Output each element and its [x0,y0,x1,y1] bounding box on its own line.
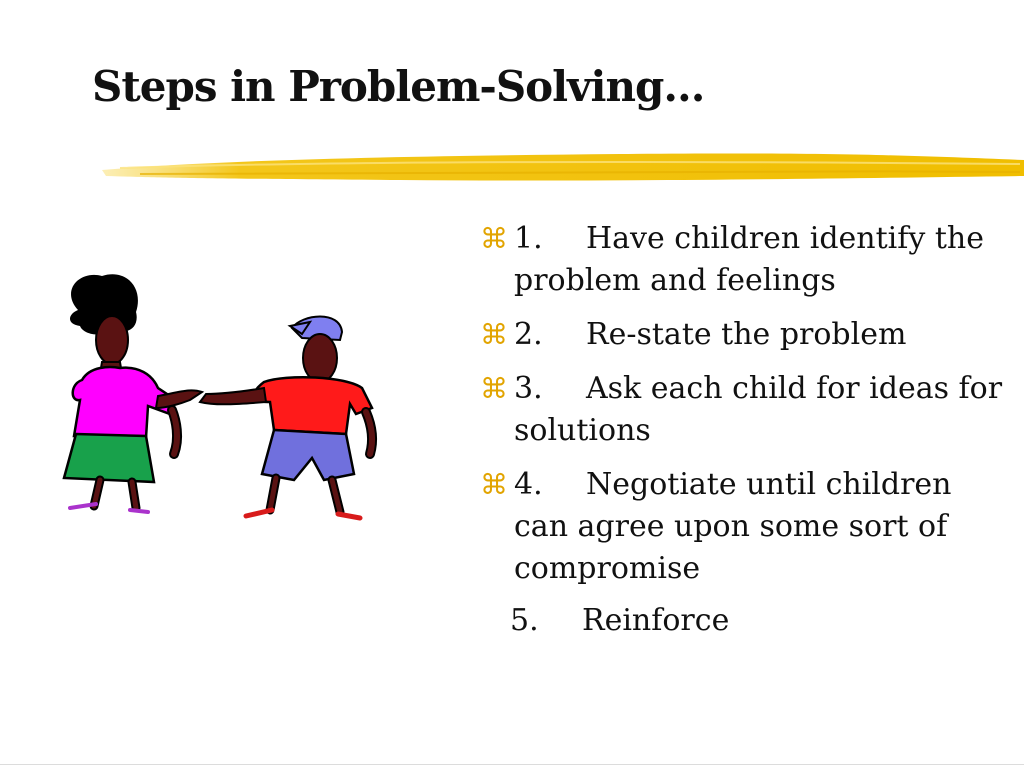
step-text: Negotiate until children can agree upon some sort of compromise [514,467,952,586]
command-key-icon: ⌘ [480,318,508,351]
step-item-5 [480,600,1010,642]
boy-figure [200,317,372,519]
footer-divider [0,764,1024,765]
step-text: Re-state the problem [586,317,907,352]
step-number: 1. [514,221,543,256]
step-text: Have children identify the problem and feelings [514,221,984,298]
step-item-1 [480,218,1010,302]
title-underline-brushstroke [100,146,1024,190]
command-key-icon: ⌘ [480,222,508,255]
step-number: 5. [510,603,539,638]
girl-figure [64,274,202,512]
step-item-2 [480,314,1010,356]
children-handshake-illustration [40,270,400,540]
step-item-3 [480,368,1010,452]
step-number: 4. [514,467,543,502]
step-text: Reinforce [582,603,730,638]
step-number: 2. [514,317,543,352]
command-key-icon: ⌘ [480,468,508,501]
steps-list [480,218,1010,642]
step-item-4 [480,464,1010,590]
step-text: Ask each child for ideas for solutions [514,371,1003,448]
command-key-icon: ⌘ [480,372,508,405]
slide-title: Steps in Problem-Solving… [92,62,705,111]
step-number: 3. [514,371,543,406]
